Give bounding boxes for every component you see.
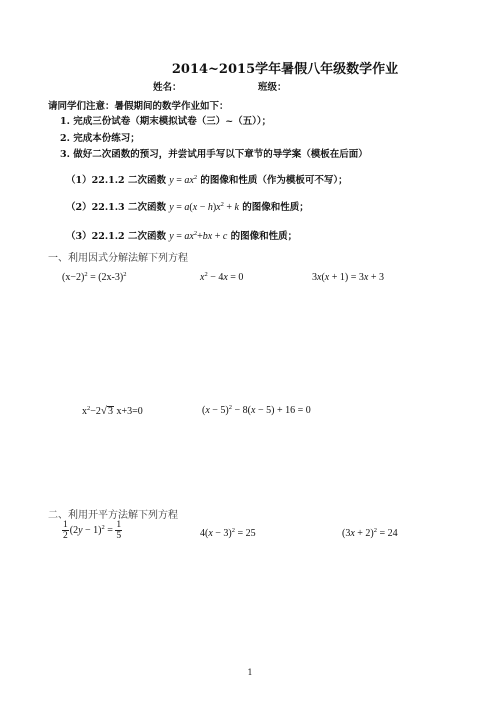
section-2-heading: 二、利用开平方法解下列方程 — [48, 510, 178, 521]
list-item-2: 2. 完成本份练习； — [60, 133, 140, 144]
task-1 — [66, 172, 348, 186]
task-3-formula: $y = ax^2+bx + c$ — [169, 230, 228, 242]
task-2 — [66, 199, 309, 213]
task-1-suffix: 的图像和性质（作为模板可不写）； — [200, 175, 348, 186]
equation-2-2: $4(x - 3)^2 = 25$ — [200, 527, 256, 539]
task-2-suffix: 的图像和性质； — [242, 202, 309, 213]
task-2-formula: $y = a(x - h)x^2 + k$ — [169, 201, 239, 213]
page-title: 2014~2015学年暑假八年级数学作业 — [171, 62, 399, 77]
name-label: 姓名： — [153, 82, 182, 93]
list-item-1: 1. 完成三份试卷（期末模拟试卷（三）~（五））； — [60, 116, 272, 127]
notice: 请同学们注意：暑假期间的数学作业如下： — [48, 101, 229, 112]
task-2-prefix: （2）22.1.3 二次函数 — [66, 202, 166, 213]
equation-1-2: $x^2 - 4x = 0$ — [200, 271, 244, 283]
task-1-prefix: （1）22.1.2 二次函数 — [66, 175, 166, 186]
equation-1-1: $(x-2)^2 = (2x-3)^2$ — [62, 271, 127, 283]
equation-1-3: 3x(x + 1) = 3x + 3 — [312, 272, 384, 283]
equation-1-4: $x^2-2√3$ x+3=0 — [82, 405, 143, 417]
equation-2-3: $(3x + 2)^2 = 24$ — [342, 527, 398, 539]
class-label: 班级： — [258, 82, 287, 93]
task-3 — [66, 228, 297, 242]
equation-1-5: $(x - 5)^2 - 8(x - 5) + 16 = 0$ — [202, 404, 311, 416]
section-1-heading: 一、利用因式分解法解下列方程 — [48, 253, 188, 264]
task-1-formula: $y = ax^2$ — [169, 174, 198, 186]
equation-2-1: $\frac{1}{2}$ $(2y - 1)^2$ = $\frac{1}{5}$ — [63, 520, 122, 541]
task-3-suffix: 的图像和性质； — [230, 231, 298, 242]
page-number: 1 — [247, 668, 253, 677]
task-3-prefix: （3）22.1.2 二次函数 — [66, 231, 166, 242]
list-item-3: 3. 做好二次函数的预习，并尝试用手写以下章节的导学案（模板在后面） — [60, 149, 368, 160]
